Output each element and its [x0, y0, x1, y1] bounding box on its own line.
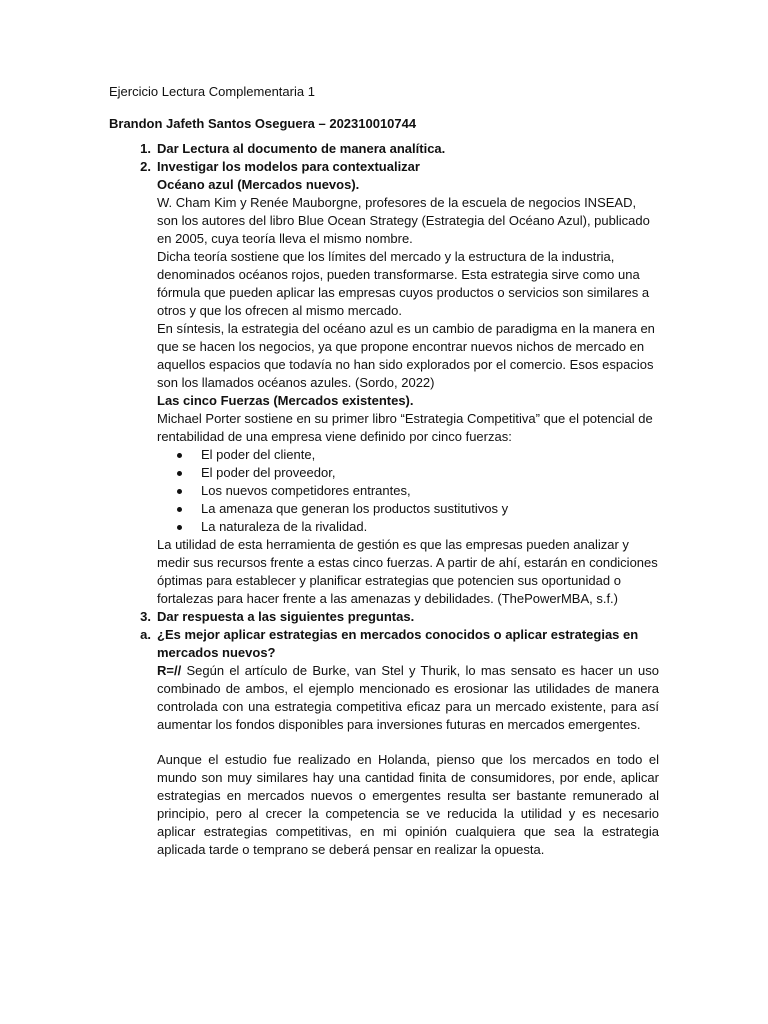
answer-paragraph: [157, 662, 659, 734]
bullet-item: [173, 464, 659, 482]
bullet-icon: [177, 453, 182, 458]
bullet-item: [173, 500, 659, 518]
bullet-icon: [177, 507, 182, 512]
section-heading-five-forces: Las cinco Fuerzas (Mercados existentes).: [157, 393, 414, 408]
document-title: Ejercicio Lectura Complementaria 1: [109, 84, 315, 99]
list-marker: a.: [140, 627, 151, 642]
list-item-3: [129, 608, 659, 626]
bullet-text: La naturaleza de la rivalidad.: [201, 519, 368, 534]
list-marker: 3.: [140, 609, 151, 624]
list-item-2: [129, 158, 659, 446]
section-heading-blue-ocean: Océano azul (Mercados nuevos).: [157, 177, 360, 192]
list-item-a: [129, 626, 659, 859]
list-item-1: [129, 140, 659, 158]
answer-paragraph: Aunque el estudio fue realizado en Holanda, pienso que los mercados en todo el mundo son muy similares hay una cantidad finita de consumidores, por ende, aplicar estrategias en mercados nuevos o emergentes resulta ser bastante remunerado al principio, pero al crecer la competencia se ve reducida la utilidad y es necesario aplicar estrategias competitivas, en mi opinión cualquiera que sea la estrategia aplicada tarde o temprano se deberá pensar en realizar la opuesta.: [157, 752, 659, 857]
paragraph: W. Cham Kim y Renée Mauborgne, profesores de la escuela de negocios INSEAD, son los autores del libro Blue Ocean Strategy (Estrategia del Océano Azul), publicado en 2005, cuya teoría lleva el mismo nombre.: [157, 195, 650, 246]
five-forces-list: [173, 446, 659, 536]
document-author: Brandon Jafeth Santos Oseguera – 202310010744: [109, 116, 417, 131]
bullet-text: Los nuevos competidores entrantes,: [201, 483, 411, 498]
paragraph: En síntesis, la estrategia del océano azul es un cambio de paradigma en la manera en que se hacen los negocios, ya que propone encontrar nuevos nichos de mercado en aquellos espacios que todavía no han sido explorados por el comercio. Esos espacios son los llamados océanos azules. (Sordo, 2022): [157, 321, 655, 390]
bullet-icon: [177, 471, 182, 476]
list-item-text: Dar Lectura al documento de manera analítica.: [157, 141, 446, 156]
bullet-item: [173, 482, 659, 500]
paragraph: Dicha teoría sostiene que los límites del mercado y la estructura de la industria, denominados océanos rojos, pueden transformarse. Esta estrategia sirve como una fórmula que pueden aplicar las empresas cuyos productos o servicios son similares a otros y que los ofrecen al mismo mercado.: [157, 249, 650, 318]
list-marker: 1.: [140, 141, 151, 156]
list-item-2-continued: [129, 536, 659, 608]
paragraph: La utilidad de esta herramienta de gestión es que las empresas pueden analizar y medir sus recursos frente a estas cinco fuerzas. A partir de ahí, estarán en condiciones óptimas para establecer y planificar estrategias que potencien sus oportunidad o fortalezas para hacer frente a las amenazas y debilidades. (ThePowerMBA, s.f.): [157, 537, 658, 606]
bullet-item: [173, 518, 659, 536]
paragraph-spacer: [157, 734, 659, 751]
paragraph: Michael Porter sostiene en su primer libro “Estrategia Competitiva” que el potencial de rentabilidad de una empresa viene definido por cinco fuerzas:: [157, 411, 653, 444]
answer-prefix: R=//: [157, 663, 182, 678]
list-marker: 2.: [140, 159, 151, 174]
document-body: [129, 140, 659, 859]
question-text: ¿Es mejor aplicar estrategias en mercados conocidos o aplicar estrategias en mercados nuevos?: [157, 627, 639, 660]
bullet-text: El poder del proveedor,: [201, 465, 336, 480]
bullet-text: El poder del cliente,: [201, 447, 316, 462]
bullet-icon: [177, 489, 182, 494]
list-item-text: Dar respuesta a las siguientes preguntas.: [157, 609, 415, 624]
bullet-text: La amenaza que generan los productos sustitutivos y: [201, 501, 509, 516]
bullet-item: [173, 446, 659, 464]
bullet-icon: [177, 525, 182, 530]
list-item-text: Investigar los modelos para contextualizar: [157, 159, 420, 174]
answer-text: Según el artículo de Burke, van Stel y Thurik, lo mas sensato es hacer un uso combinado de ambos, el ejemplo mencionado es erosionar las utilidades de manera controlada con una estrategia competitiva eficaz para un mercado existente, para así aumentar los fondos disponibles para inversiones futuras en mercados emergentes.: [157, 663, 659, 732]
